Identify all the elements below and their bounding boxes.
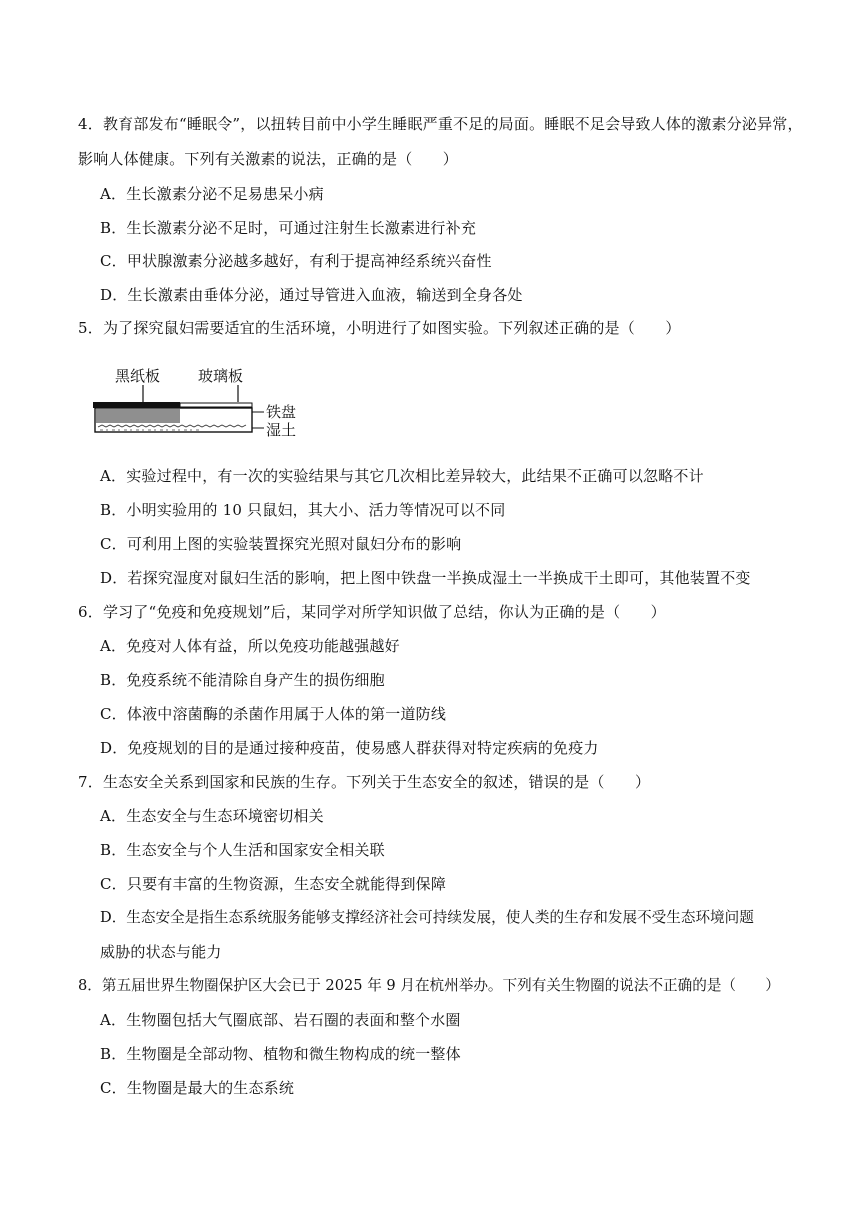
question-6-option-d: D．免疫规划的目的是通过接种疫苗，使易感人群获得对特定疾病的免疫力 xyxy=(100,739,599,757)
question-6-option-b: B．免疫系统不能清除自身产生的损伤细胞 xyxy=(100,671,385,689)
question-8-option-c: C．生物圈是最大的生态系统 xyxy=(100,1079,295,1097)
question-8-option-b: B．生物圈是全部动物、植物和微生物构成的统一整体 xyxy=(100,1045,461,1063)
dark-area xyxy=(96,409,180,423)
question-4-stem-line1: 4．教育部发布“睡眠令”，以扭转目前中小学生睡眠严重不足的局面。睡眠不足会导致人体的激素分泌异常， xyxy=(78,115,803,133)
question-6-stem: 6．学习了“免疫和免疫规划”后，某同学对所学知识做了总结，你认为正确的是（ ） xyxy=(78,603,666,621)
question-4-option-d: D．生长激素由垂体分泌，通过导管进入血液，输送到全身各处 xyxy=(100,286,523,304)
question-7-option-c: C．只要有丰富的生物资源，生态安全就能得到保障 xyxy=(100,875,447,893)
question-7-option-d-line2: 威胁的状态与能力 xyxy=(100,943,222,961)
question-5-stem: 5．为了探究鼠妇需要适宜的生活环境，小明进行了如图实验。下列叙述正确的是（ ） xyxy=(78,319,681,337)
question-4-option-b: B．生长激素分泌不足时，可通过注射生长激素进行补充 xyxy=(100,219,477,237)
question-4-stem-line2: 影响人体健康。下列有关激素的说法，正确的是（ ） xyxy=(78,150,459,168)
black-paper-board xyxy=(93,402,180,408)
experiment-figure xyxy=(88,365,328,445)
question-7-stem: 7．生态安全关系到国家和民族的生存。下列关于生态安全的叙述，错误的是（ ） xyxy=(78,773,651,791)
question-5-option-c: C．可利用上图的实验装置探究光照对鼠妇分布的影响 xyxy=(100,535,462,553)
question-4-option-c: C．甲状腺激素分泌越多越好，有利于提高神经系统兴奋性 xyxy=(100,252,492,270)
question-7-option-b: B．生态安全与个人生活和国家安全相关联 xyxy=(100,841,385,859)
question-8-option-a: A．生物圈包括大气圈底部、岩石圈的表面和整个水圈 xyxy=(100,1011,461,1029)
question-5-option-a: A．实验过程中，有一次的实验结果与其它几次相比差异较大，此结果不正确可以忽略不计 xyxy=(100,467,704,485)
label-glass-board: 玻璃板 xyxy=(198,367,244,385)
label-black-board: 黑纸板 xyxy=(115,367,161,385)
question-7-option-a: A．生态安全与生态环境密切相关 xyxy=(100,807,324,825)
question-8-stem: 8．第五届世界生物圈保护区大会已于 2025 年 9 月在杭州举办。下列有关生物圈的说法不正确的是（ ） xyxy=(78,977,780,994)
question-6-option-c: C．体液中溶菌酶的杀菌作用属于人体的第一道防线 xyxy=(100,705,447,723)
question-4-option-a: A．生长激素分泌不足易患呆小病 xyxy=(100,185,324,203)
question-6-option-a: A．免疫对人体有益，所以免疫功能越强越好 xyxy=(100,637,400,655)
label-wet-soil: 湿土 xyxy=(266,421,297,439)
question-5-option-d: D．若探究湿度对鼠妇生活的影响，把上图中铁盘一半换成湿土一半换成干土即可，其他装置不变 xyxy=(100,569,751,587)
question-7-option-d: D．生态安全是指生态系统服务能够支撑经济社会可持续发展，使人类的生存和发展不受生态环境问题 xyxy=(100,909,754,926)
glass-board xyxy=(180,403,252,407)
label-iron-tray: 铁盘 xyxy=(266,403,297,421)
question-5-option-b: B．小明实验用的 10 只鼠妇，其大小、活力等情况可以不同 xyxy=(100,501,506,519)
